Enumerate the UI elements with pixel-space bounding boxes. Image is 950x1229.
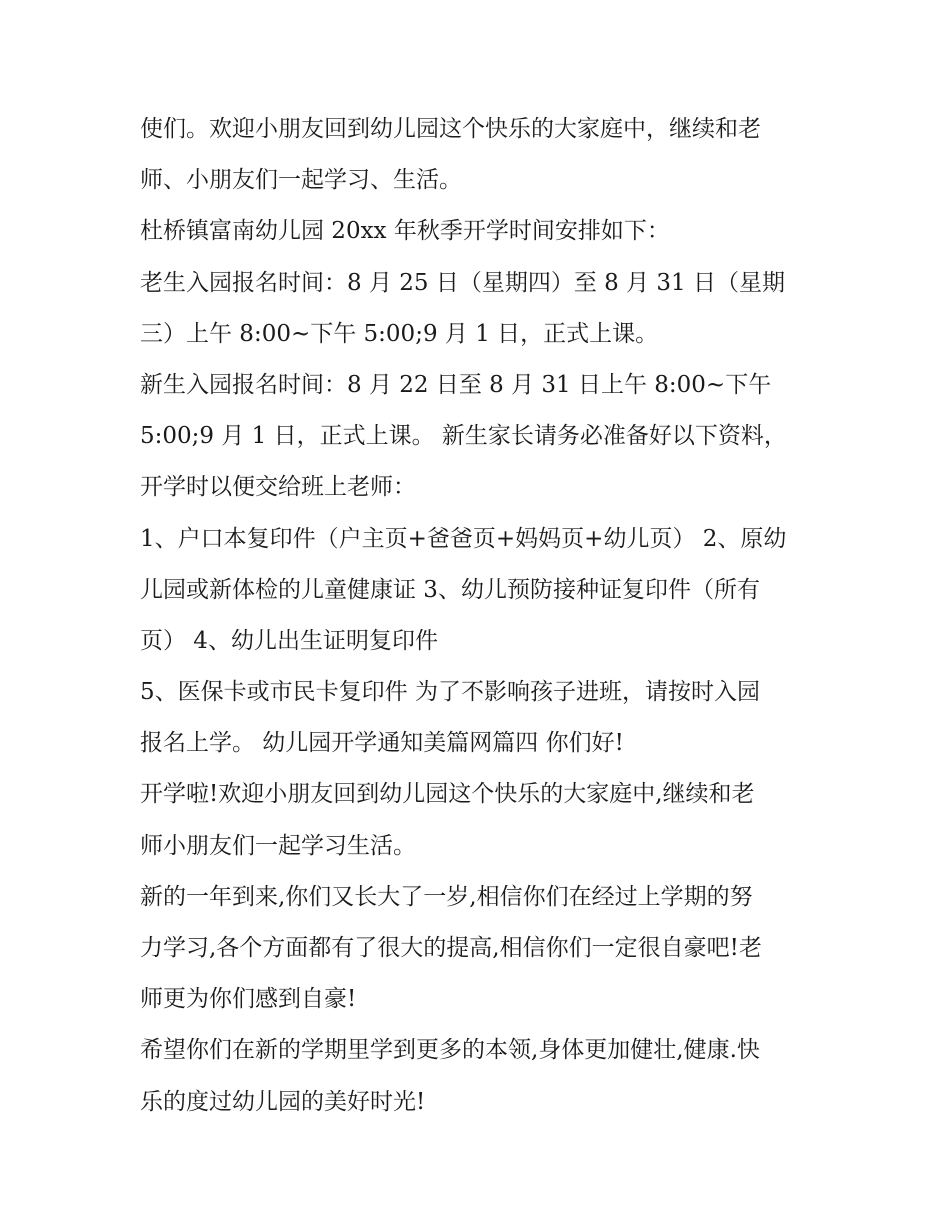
text-line: 儿园或新体检的儿童健康证 3、幼儿预防接种证复印件（所有 xyxy=(140,576,760,603)
text-line: 师更为你们感到自豪! xyxy=(140,986,357,1013)
text-line: 5:00;9 月 1 日，正式上课。 新生家长请务必准备好以下资料， xyxy=(140,423,787,450)
text-line: 力学习,各个方面都有了很大的提高,相信你们一定很自豪吧!老 xyxy=(140,935,762,961)
text-line: 开学啦!欢迎小朋友回到幼儿园这个快乐的大家庭中,继续和老 xyxy=(140,781,755,808)
text-line: 5、医保卡或市民卡复印件 为了不影响孩子进班，请按时入园 xyxy=(140,679,760,706)
text-line: 杜桥镇富南幼儿园 20xx 年秋季开学时间安排如下： xyxy=(140,218,670,245)
text-line: 1、户口本复印件（户主页+爸爸页+妈妈页+幼儿页） 2、原幼 xyxy=(140,525,787,552)
text-line: 新的一年到来,你们又长大了一岁,相信你们在经过上学期的努 xyxy=(140,883,753,910)
text-line: 师、小朋友们一起学习、生活。 xyxy=(140,167,462,194)
text-line: 新生入园报名时间：8 月 22 日至 8 月 31 日上午 8:00~下午 xyxy=(140,371,772,398)
text-line: 报名上学。 幼儿园开学通知美篇网篇四 你们好! xyxy=(140,730,624,757)
text-line: 希望你们在新的学期里学到更多的本领,身体更加健壮,健康.快 xyxy=(140,1037,760,1064)
document-body xyxy=(140,104,820,1128)
text-line: 开学时以便交给班上老师： xyxy=(140,474,416,501)
text-line: 三）上午 8:00~下午 5:00;9 月 1 日，正式上课。 xyxy=(140,320,659,347)
text-line: 页） 4、幼儿出生证明复印件 xyxy=(140,627,438,654)
text-line: 乐的度过幼儿园的美好时光! xyxy=(140,1088,426,1115)
text-line: 老生入园报名时间：8 月 25 日（星期四）至 8 月 31 日（星期 xyxy=(140,269,785,296)
text-line: 师小朋友们一起学习生活。 xyxy=(140,832,416,859)
text-line: 使们。欢迎小朋友回到幼儿园这个快乐的大家庭中，继续和老 xyxy=(140,116,761,142)
